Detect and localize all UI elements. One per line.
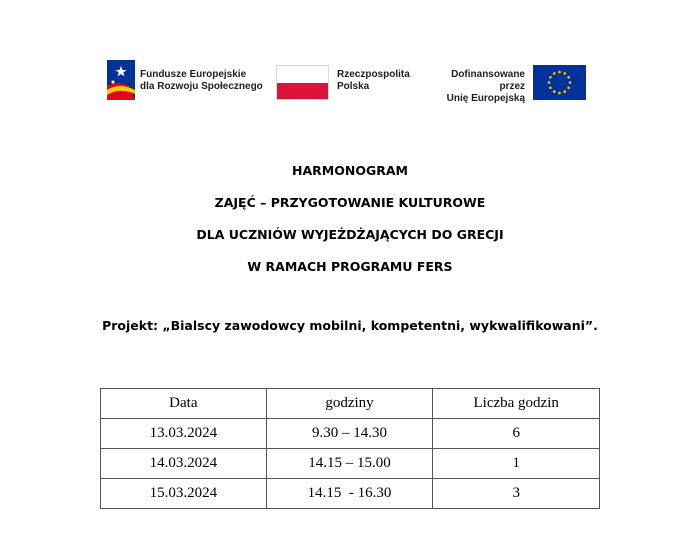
fundusze-europejskie-logo-icon [107, 60, 135, 100]
poland-flag-icon [276, 65, 329, 100]
project-title: Projekt: „Bialscy zawodowcy mobilni, kompetentni, wykwalifikowani”. [102, 318, 598, 333]
heading-line-1: HARMONOGRAM [292, 163, 408, 178]
eu-logo-text [427, 69, 525, 105]
cell-hours: 14.15 - 16.30 [266, 479, 433, 509]
cell-date: 13.03.2024 [101, 419, 267, 449]
fe-logo-text [140, 69, 263, 93]
cell-hours: 9.30 – 14.30 [266, 419, 433, 449]
header-hours: godziny [266, 389, 433, 419]
pl-line2: Polska [337, 81, 370, 92]
cell-hours: 14.15 – 15.00 [266, 449, 433, 479]
logo-bar [0, 0, 700, 110]
fe-line2: dla Rozwoju Społecznego [140, 81, 263, 92]
eu-line2: Unię Europejską [446, 93, 525, 104]
cell-hour-count: 3 [433, 479, 600, 509]
pl-logo-text [337, 69, 410, 93]
table-row [101, 449, 600, 479]
header-date: Data [101, 389, 267, 419]
cell-hour-count: 1 [433, 449, 600, 479]
cell-date: 15.03.2024 [101, 479, 267, 509]
cell-hour-count: 6 [433, 419, 600, 449]
eu-line1: Dofinansowane przez [451, 69, 525, 92]
cell-date: 14.03.2024 [101, 449, 267, 479]
fe-line1: Fundusze Europejskie [140, 69, 247, 80]
schedule-table [100, 388, 600, 509]
table-header-row [101, 389, 600, 419]
pl-line1: Rzeczpospolita [337, 69, 410, 80]
header-hour-count: Liczba godzin [433, 389, 600, 419]
table-row [101, 419, 600, 449]
heading-line-4: W RAMACH PROGRAMU FERS [247, 259, 453, 274]
heading-line-3: DLA UCZNIÓW WYJEŻDŻAJĄCYCH DO GRECJI [196, 227, 504, 242]
eu-flag-icon [533, 65, 586, 100]
table-row [101, 479, 600, 509]
heading-line-2: ZAJĘĆ – PRZYGOTOWANIE KULTUROWE [214, 195, 486, 210]
